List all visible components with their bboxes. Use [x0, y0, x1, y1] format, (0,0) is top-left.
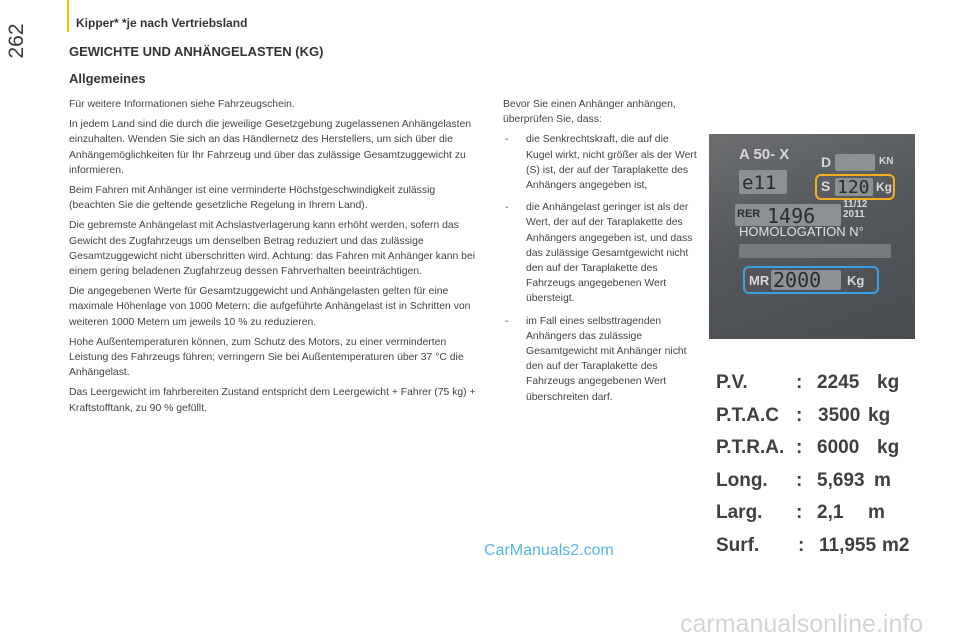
- spec-colon: :: [796, 404, 803, 426]
- spec-row: [716, 372, 946, 405]
- plate-mr-label: MR: [749, 273, 770, 288]
- list-item-text: die Senkrechtskraft, die auf die Kugel wirkt, nicht größer als der Wert (S) ist, der auf der Taraplakette des Anhängers angegeben ist,: [526, 134, 697, 192]
- margin-accent-bar: [67, 0, 69, 32]
- paragraph: Die angegebenen Werte für Gesamtzuggewicht und Anhängelasten gelten für eine maximale Höhenlage von 1000 Metern; die aufgeführte Anhängelast ist in Schritten von weiteren 1000 Metern um jeweils 10 % zu reduzieren.: [69, 286, 471, 328]
- spec-unit: kg: [868, 404, 891, 426]
- plate-rer-label: RER: [737, 208, 761, 220]
- spec-unit: m2: [882, 534, 910, 556]
- spec-colon: :: [796, 372, 803, 393]
- plate-e-value: e11: [742, 172, 777, 194]
- spec-key: P.T.R.A.: [716, 437, 785, 458]
- spec-unit: kg: [877, 372, 900, 393]
- plate-d-label: D: [821, 154, 832, 170]
- plate-blank-field: [739, 244, 891, 258]
- middle-column: [503, 97, 697, 412]
- plate-d-field: [835, 154, 875, 171]
- plate-rer-value: 1496: [767, 204, 816, 228]
- spec-unit: m: [874, 469, 891, 491]
- paragraph: In jedem Land sind die durch die jeweilige Gesetzgebung zugelassenen Anhängelasten einzuhalten. Wenden Sie sich an das Händlernetz des Herstellers, um sich über die Anhängemöglichkeiten für Ihr Fahrzeug und über das zulässige Gesamtzuggewicht zu informieren.: [69, 119, 472, 176]
- vehicle-spec-table: [716, 372, 946, 567]
- spec-unit: kg: [877, 437, 900, 458]
- watermark-link[interactable]: CarManuals2.com: [484, 542, 614, 559]
- spec-value: 11,955: [819, 534, 877, 556]
- spec-colon: :: [798, 534, 805, 556]
- spec-row: [716, 470, 946, 503]
- spec-row: [716, 535, 946, 568]
- paragraph: Hohe Außentemperaturen können, zum Schutz des Motors, zu einer verminderten Leistung des Fahrzeugs führen; verringern Sie bei Außentemperaturen über 37 °C die Anhängelast.: [69, 336, 464, 379]
- plate-mr-value: 2000: [773, 268, 822, 292]
- sub-title: Allgemeines: [69, 71, 146, 86]
- plate-homologation: HOMOLOGATION N°: [739, 224, 864, 239]
- list-item: [503, 200, 697, 306]
- left-column: [69, 97, 481, 421]
- running-header: Kipper* *je nach Vertriebsland: [76, 16, 248, 30]
- plate-s-label: S: [821, 178, 831, 194]
- list-item: [503, 132, 697, 193]
- spec-key: P.T.A.C: [716, 404, 780, 426]
- paragraph: Das Leergewicht im fahrbereiten Zustand entspricht dem Leergewicht + Fahrer (75 kg) + Kraftstofftank, zu 90 % gefüllt.: [69, 387, 476, 414]
- spec-value: 2245: [817, 372, 860, 393]
- plate-kg-label: Kg: [876, 180, 892, 194]
- spec-unit: m: [868, 502, 885, 523]
- spec-key: Larg.: [716, 502, 763, 523]
- plate-date: 11/12 2011: [843, 199, 868, 220]
- paragraph: Für weitere Informationen siehe Fahrzeugschein.: [69, 99, 295, 110]
- plate-s-value: 120: [837, 177, 870, 198]
- spec-value: 3500: [818, 404, 861, 426]
- spec-row: [716, 437, 946, 470]
- checklist: [503, 132, 697, 404]
- dash-bullet: -: [505, 134, 509, 146]
- spec-value: 5,693: [817, 469, 865, 491]
- list-item-text: im Fall eines selbsttragenden Anhängers das zulässige Gesamtgewicht mit Anhänger nicht den auf der Taraplakette des Fahrzeugs angegebenen Wert überschreiten darf.: [526, 315, 687, 403]
- spec-row: [716, 405, 946, 438]
- checklist-intro: Bevor Sie einen Anhänger anhängen, überprüfen Sie, dass:: [503, 99, 676, 126]
- paragraph: Die gebremste Anhängelast mit Achslastverlagerung kann erhöht werden, sofern das Gewicht des Zugfahrzeugs um denselben Betrag reduziert und das zulässige Gesamtzuggewicht nicht überschritten wird. Achtung: das Fahren mit Anhänger kann bei einem gering beladenen Zugfahrzeug dessen Fahrverhalten beeinträchtigen.: [69, 220, 476, 278]
- spec-colon: :: [796, 502, 803, 523]
- spec-colon: :: [796, 469, 803, 491]
- paragraph: Beim Fahren mit Anhänger ist eine verminderte Höchstgeschwindigkeit zulässig (beachten Sie die geltende gesetzliche Regelung in Ihrem Land).: [69, 185, 436, 212]
- spec-key: Long.: [716, 469, 768, 491]
- page-number: 262: [5, 23, 28, 59]
- plate-kn-label: KN: [879, 156, 894, 167]
- page-number-block: [2, 8, 32, 74]
- spec-key: P.V.: [716, 372, 748, 393]
- dash-bullet: -: [505, 315, 509, 327]
- spec-colon: :: [796, 437, 803, 458]
- spec-key: Surf.: [716, 534, 760, 556]
- spec-row: [716, 502, 946, 535]
- spec-value: 6000: [817, 437, 860, 458]
- list-item-text: die Anhängelast geringer ist als der Wert, der auf der Taraplakette des Anhängers angegeben ist, und dass das zulässige Gesamtgewicht nicht den auf der Taraplakette des Fahrzeugs angegebenen Wert übersteigt.: [526, 202, 693, 305]
- watermark-footer: carmanualsonline.info: [680, 610, 924, 638]
- section-title: GEWICHTE UND ANHÄNGELASTEN (KG): [69, 44, 324, 59]
- tare-plate-photo: [709, 134, 915, 339]
- spec-value: 2,1: [817, 502, 844, 523]
- dash-bullet: -: [505, 202, 509, 214]
- list-item: [503, 314, 697, 405]
- plate-a-label: A 50- X: [739, 146, 790, 163]
- plate-mr-unit: Kg: [847, 273, 865, 288]
